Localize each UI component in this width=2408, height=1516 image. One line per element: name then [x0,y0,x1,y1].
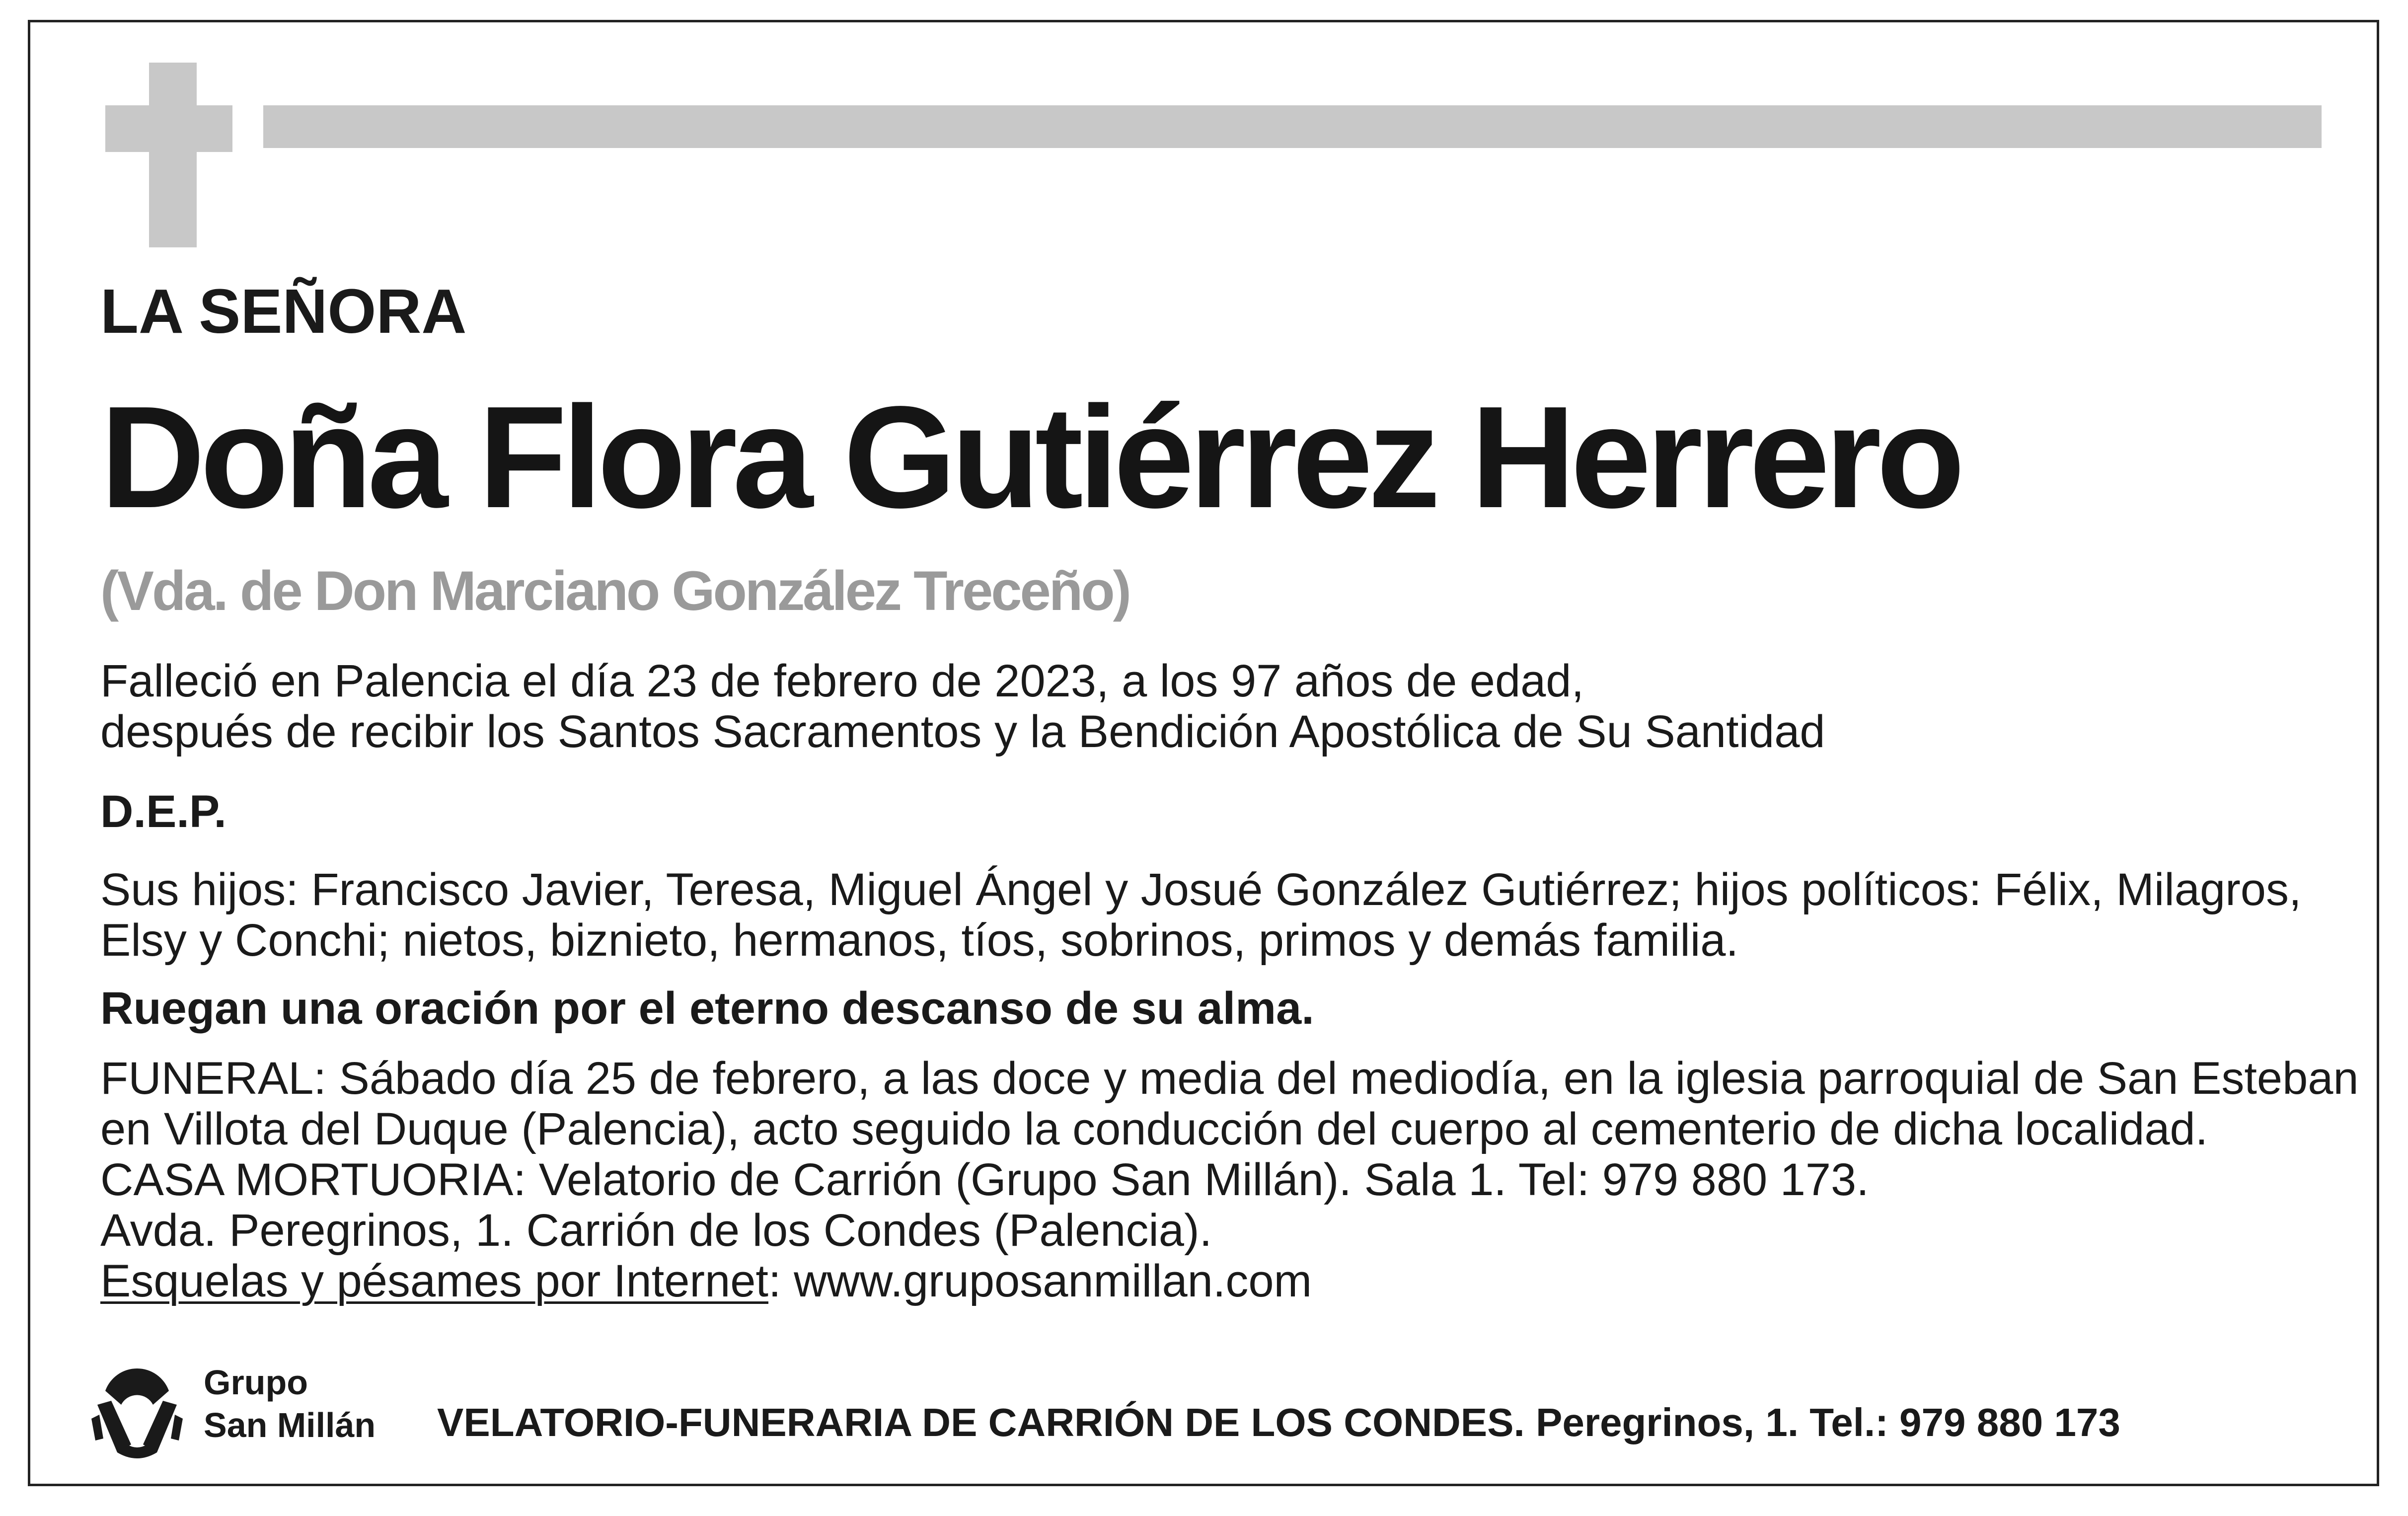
funeral-paragraph [100,1053,2359,1306]
prayer-text: Ruegan una oración por el eterno descanso de su alma. [100,983,1314,1034]
funeral-line: Avda. Peregrinos, 1. Carrión de los Condes (Palencia). [100,1205,1212,1256]
website-link[interactable]: www.gruposanmillan.com [781,1256,1312,1306]
grupo-san-millan-logo-icon [87,1361,187,1465]
internet-line [100,1256,2359,1306]
death-line: después de recibir los Santos Sacramentos y la Bendición Apostólica de Su Santidad [100,706,1825,757]
deceased-name: Doña Flora Gutiérrez Herrero [100,376,1960,538]
brand-name [204,1361,376,1446]
cross-icon-arm [105,105,232,152]
header-bar [263,105,2322,148]
funeral-line: en Villota del Duque (Palencia), acto seguido la conducción del cuerpo al cementerio de dicha localidad. [100,1104,2208,1154]
family-paragraph [100,864,2302,966]
widow-of: (Vda. de Don Marciano González Treceño) [100,560,1129,622]
footer-line [437,1401,2120,1444]
family-line: Elsy y Conchi; nietos, biznieto, hermanos, tíos, sobrinos, primos y demás familia. [100,915,1739,966]
internet-separator: : [768,1256,781,1306]
death-paragraph [100,656,1825,757]
cross-icon [149,63,197,247]
rip-text: D.E.P. [100,786,226,837]
funeral-line: CASA MORTUORIA: Velatorio de Carrión (Grupo San Millán). Sala 1. Tel: 979 880 173. [100,1154,1869,1205]
death-line: Falleció en Palencia el día 23 de febrero de 2023, a los 97 años de edad, [100,656,1584,706]
brand-line: San Millán [204,1406,376,1444]
footer-company: VELATORIO-FUNERARIA DE CARRIÓN DE LOS CONDES. [437,1400,1525,1444]
brand-line: Grupo [204,1363,308,1402]
funeral-line: FUNERAL: Sábado día 25 de febrero, a las doce y media del mediodía, en la iglesia parroquial de San Esteban [100,1053,2359,1104]
internet-label: Esquelas y pésames por Internet [100,1256,768,1306]
footer-address: Peregrinos, 1. Tel.: 979 880 173 [1524,1400,2120,1444]
family-line: Sus hijos: Francisco Javier, Teresa, Miguel Ángel y Josué González Gutiérrez; hijos políticos: Félix, Milagros, [100,864,2302,915]
title-line: LA SEÑORA [100,276,467,346]
